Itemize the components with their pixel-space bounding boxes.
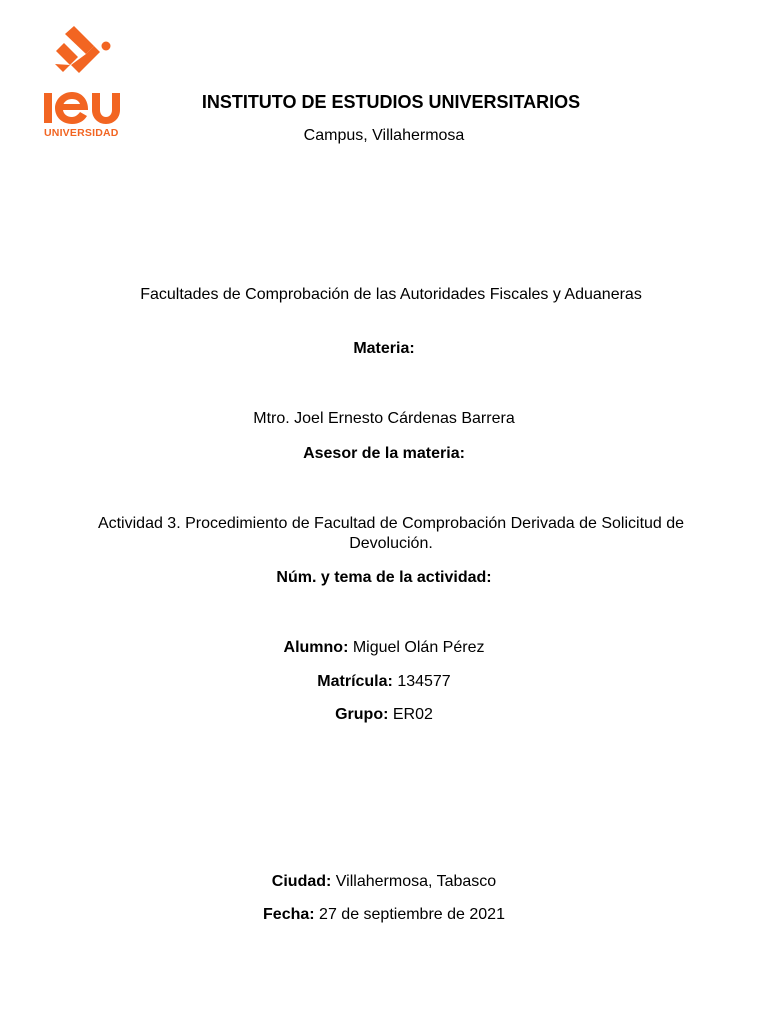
date-value: 27 de septiembre de 2021: [319, 906, 505, 923]
student-id-row: [0, 672, 768, 692]
advisor-label: Asesor de la materia:: [303, 445, 465, 462]
student-group-row: [0, 705, 768, 725]
student-group: ER02: [392, 706, 433, 723]
student-id: 134577: [397, 673, 451, 690]
city-label: Ciudad:: [271, 873, 332, 890]
activity-label: Núm. y tema de la actividad:: [276, 569, 492, 586]
student-name-row: [0, 638, 768, 658]
student-group-label: Grupo:: [335, 706, 389, 723]
student-id-label: Matrícula:: [317, 673, 393, 690]
logo-wordmark: UNIVERSIDAD: [44, 127, 119, 139]
city-row: [0, 872, 768, 892]
date-row: [0, 905, 768, 925]
student-name: Miguel Olán Pérez: [352, 639, 485, 656]
student-name-label: Alumno:: [283, 639, 349, 656]
campus-subtitle: Campus, Villahermosa: [303, 127, 465, 144]
date-label: Fecha:: [263, 906, 315, 923]
city-value: Villahermosa, Tabasco: [335, 873, 497, 890]
activity-value: Actividad 3. Procedimiento de Facultad de Comprobación Derivada de Solicitud de Devolución.: [97, 515, 685, 552]
subject-label: Materia:: [353, 340, 415, 357]
subject-value: Facultades de Comprobación de las Autoridades Fiscales y Aduaneras: [140, 286, 642, 303]
institution-title: INSTITUTO DE ESTUDIOS UNIVERSITARIOS: [201, 92, 581, 112]
advisor-value: Mtro. Joel Ernesto Cárdenas Barrera: [253, 410, 515, 427]
